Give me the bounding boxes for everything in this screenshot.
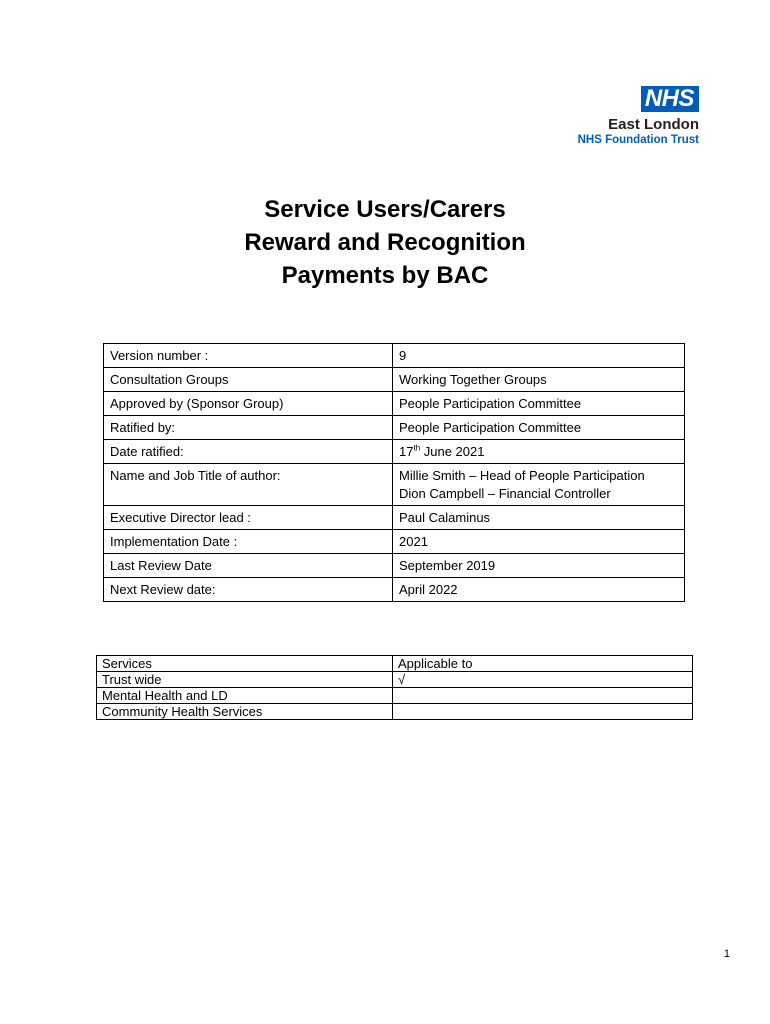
table-row: [104, 554, 685, 578]
table-row: [104, 392, 685, 416]
next-review-label: Next Review date:: [104, 578, 393, 602]
table-row: [104, 506, 685, 530]
table-row: [97, 672, 693, 688]
exec-label: Executive Director lead :: [104, 506, 393, 530]
author-line-1: Millie Smith – Head of People Participation: [399, 468, 645, 483]
ratified-value: People Participation Committee: [393, 416, 685, 440]
approved-value: People Participation Committee: [393, 392, 685, 416]
title-line-2: Reward and Recognition: [244, 229, 526, 256]
table-row: [104, 578, 685, 602]
version-label: Version number :: [104, 344, 393, 368]
service-applicable: [393, 704, 693, 720]
service-applicable: √: [393, 672, 693, 688]
nhs-logo: [569, 86, 699, 146]
table-row: [104, 530, 685, 554]
table-row: [104, 440, 685, 464]
document-title: [0, 193, 770, 292]
last-review-value: September 2019: [393, 554, 685, 578]
table-header-row: [97, 656, 693, 672]
author-label: Name and Job Title of author:: [104, 464, 393, 506]
last-review-label: Last Review Date: [104, 554, 393, 578]
author-line-2: Dion Campbell – Financial Controller: [399, 486, 611, 501]
title-line-3: Payments by BAC: [281, 262, 489, 289]
author-value: [393, 464, 685, 506]
table-row: [104, 344, 685, 368]
ratified-label: Ratified by:: [104, 416, 393, 440]
exec-value: Paul Calaminus: [393, 506, 685, 530]
logo-trust-subtitle: NHS Foundation Trust: [577, 134, 699, 146]
version-value: 9: [393, 344, 685, 368]
table-row: [104, 368, 685, 392]
approved-label: Approved by (Sponsor Group): [104, 392, 393, 416]
services-table: [96, 655, 693, 720]
service-name: Mental Health and LD: [97, 688, 393, 704]
date-ratified-suffix: th: [413, 443, 421, 453]
implementation-label: Implementation Date :: [104, 530, 393, 554]
consultation-value: Working Together Groups: [393, 368, 685, 392]
table-row: [97, 704, 693, 720]
service-name: Community Health Services: [97, 704, 393, 720]
date-ratified-label: Date ratified:: [104, 440, 393, 464]
implementation-value: 2021: [393, 530, 685, 554]
date-ratified-value: [393, 440, 685, 464]
services-header: Services: [97, 656, 393, 672]
document-control-table: [103, 343, 685, 602]
title-line-1: Service Users/Carers: [264, 196, 506, 223]
consultation-label: Consultation Groups: [104, 368, 393, 392]
table-row: [104, 416, 685, 440]
next-review-value: April 2022: [393, 578, 685, 602]
service-applicable: [393, 688, 693, 704]
date-ratified-rest: June 2021: [420, 444, 485, 459]
nhs-badge: NHS: [641, 86, 699, 112]
table-row: [97, 688, 693, 704]
service-name: Trust wide: [97, 672, 393, 688]
applicable-header: Applicable to: [393, 656, 693, 672]
logo-trust-name: East London: [608, 116, 699, 133]
table-row: [104, 464, 685, 506]
date-ratified-day: 17: [399, 444, 414, 459]
page-number: 1: [723, 948, 730, 960]
